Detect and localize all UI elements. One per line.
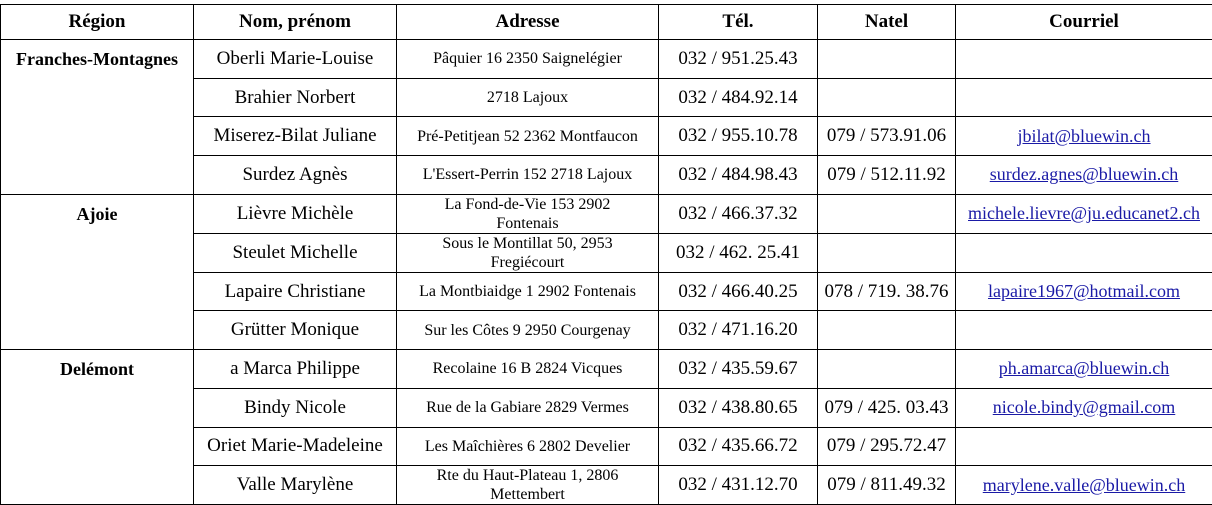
name-cell: Surdez Agnès bbox=[194, 156, 397, 195]
header-natel: Natel bbox=[818, 5, 956, 40]
region-cell bbox=[1, 233, 194, 272]
natel-cell: 079 / 512.11.92 bbox=[818, 156, 956, 195]
email-link[interactable]: marylene.valle@bluewin.ch bbox=[983, 475, 1186, 495]
address-cell bbox=[397, 40, 659, 79]
region-cell bbox=[1, 350, 194, 389]
email-cell bbox=[956, 194, 1212, 233]
name-cell: Bindy Nicole bbox=[194, 388, 397, 427]
name-cell: Grütter Monique bbox=[194, 311, 397, 350]
region-cell bbox=[1, 78, 194, 117]
email-link[interactable]: nicole.bindy@gmail.com bbox=[993, 397, 1176, 417]
table-row bbox=[1, 78, 1212, 117]
email-link[interactable]: michele.lievre@ju.educanet2.ch bbox=[968, 203, 1200, 223]
email-cell bbox=[956, 233, 1212, 272]
email-cell bbox=[956, 78, 1212, 117]
region-label: Franches-Montagnes bbox=[1, 49, 193, 70]
tel-cell: 032 / 484.92.14 bbox=[659, 78, 818, 117]
natel-cell bbox=[818, 40, 956, 79]
address-cell bbox=[397, 272, 659, 311]
name-cell: Steulet Michelle bbox=[194, 233, 397, 272]
tel-cell: 032 / 466.40.25 bbox=[659, 272, 818, 311]
email-cell bbox=[956, 350, 1212, 389]
address-text: Sur les Côtes 9 2950 Courgenay bbox=[424, 321, 630, 340]
tel-cell: 032 / 466.37.32 bbox=[659, 194, 818, 233]
name-cell: Lièvre Michèle bbox=[194, 194, 397, 233]
address-text: La Montbiaidge 1 2902 Fontenais bbox=[419, 282, 636, 301]
table-row bbox=[1, 194, 1212, 233]
region-cell bbox=[1, 272, 194, 311]
email-link[interactable]: ph.amarca@bluewin.ch bbox=[999, 358, 1170, 378]
tel-cell: 032 / 462. 25.41 bbox=[659, 233, 818, 272]
email-cell bbox=[956, 311, 1212, 350]
natel-cell bbox=[818, 194, 956, 233]
natel-cell bbox=[818, 350, 956, 389]
contacts-table bbox=[0, 4, 1212, 505]
header-region: Région bbox=[1, 5, 194, 40]
table-row bbox=[1, 427, 1212, 466]
region-cell bbox=[1, 117, 194, 156]
address-text: Rue de la Gabiare 2829 Vermes bbox=[426, 398, 629, 417]
tel-cell: 032 / 438.80.65 bbox=[659, 388, 818, 427]
natel-cell: 079 / 811.49.32 bbox=[818, 466, 956, 505]
email-cell bbox=[956, 272, 1212, 311]
tel-cell: 032 / 951.25.43 bbox=[659, 40, 818, 79]
table-row bbox=[1, 311, 1212, 350]
address-cell bbox=[397, 388, 659, 427]
address-text: Recolaine 16 B 2824 Vicques bbox=[433, 359, 623, 378]
address-text: La Fond-de-Vie 153 2902 Fontenais bbox=[445, 195, 611, 233]
email-cell bbox=[956, 466, 1212, 505]
region-cell bbox=[1, 194, 194, 233]
email-link[interactable]: surdez.agnes@bluewin.ch bbox=[990, 164, 1179, 184]
address-cell bbox=[397, 311, 659, 350]
email-cell bbox=[956, 117, 1212, 156]
table-row bbox=[1, 40, 1212, 79]
address-cell bbox=[397, 466, 659, 505]
header-name: Nom, prénom bbox=[194, 5, 397, 40]
natel-cell: 079 / 295.72.47 bbox=[818, 427, 956, 466]
region-cell bbox=[1, 388, 194, 427]
tel-cell: 032 / 484.98.43 bbox=[659, 156, 818, 195]
address-text: Pâquier 16 2350 Saignelégier bbox=[433, 49, 622, 68]
natel-cell: 079 / 425. 03.43 bbox=[818, 388, 956, 427]
natel-cell: 078 / 719. 38.76 bbox=[818, 272, 956, 311]
address-cell bbox=[397, 233, 659, 272]
natel-cell bbox=[818, 311, 956, 350]
address-cell bbox=[397, 350, 659, 389]
tel-cell: 032 / 435.59.67 bbox=[659, 350, 818, 389]
address-text: Pré-Petitjean 52 2362 Montfaucon bbox=[417, 127, 638, 146]
tel-cell: 032 / 435.66.72 bbox=[659, 427, 818, 466]
email-cell bbox=[956, 156, 1212, 195]
address-cell bbox=[397, 156, 659, 195]
address-cell bbox=[397, 117, 659, 156]
table-row bbox=[1, 388, 1212, 427]
tel-cell: 032 / 431.12.70 bbox=[659, 466, 818, 505]
name-cell: Valle Marylène bbox=[194, 466, 397, 505]
name-cell: Oberli Marie-Louise bbox=[194, 40, 397, 79]
natel-cell: 079 / 573.91.06 bbox=[818, 117, 956, 156]
region-cell bbox=[1, 427, 194, 466]
region-cell bbox=[1, 40, 194, 79]
address-cell bbox=[397, 194, 659, 233]
address-text: 2718 Lajoux bbox=[487, 88, 568, 107]
header-tel: Tél. bbox=[659, 5, 818, 40]
table-row bbox=[1, 466, 1212, 505]
email-link[interactable]: jbilat@bluewin.ch bbox=[1017, 126, 1150, 146]
address-cell bbox=[397, 427, 659, 466]
name-cell: Lapaire Christiane bbox=[194, 272, 397, 311]
table-row bbox=[1, 233, 1212, 272]
table-row bbox=[1, 156, 1212, 195]
email-link[interactable]: lapaire1967@hotmail.com bbox=[988, 281, 1180, 301]
region-cell bbox=[1, 156, 194, 195]
address-text: Les Maîchières 6 2802 Develier bbox=[425, 437, 630, 456]
name-cell: a Marca Philippe bbox=[194, 350, 397, 389]
tel-cell: 032 / 955.10.78 bbox=[659, 117, 818, 156]
natel-cell bbox=[818, 78, 956, 117]
address-text: Sous le Montillat 50, 2953 Fregiécourt bbox=[442, 234, 612, 272]
address-text: Rte du Haut-Plateau 1, 2806 Mettembert bbox=[437, 466, 619, 504]
region-label: Ajoie bbox=[1, 204, 193, 225]
name-cell: Miserez-Bilat Juliane bbox=[194, 117, 397, 156]
name-cell: Brahier Norbert bbox=[194, 78, 397, 117]
natel-cell bbox=[818, 233, 956, 272]
header-row bbox=[1, 5, 1212, 40]
email-cell bbox=[956, 40, 1212, 79]
table-row bbox=[1, 272, 1212, 311]
name-cell: Oriet Marie-Madeleine bbox=[194, 427, 397, 466]
region-cell bbox=[1, 466, 194, 505]
address-text: L'Essert-Perrin 152 2718 Lajoux bbox=[423, 165, 633, 184]
region-label: Delémont bbox=[1, 359, 193, 380]
header-email: Courriel bbox=[956, 5, 1212, 40]
region-cell bbox=[1, 311, 194, 350]
header-address: Adresse bbox=[397, 5, 659, 40]
address-cell bbox=[397, 78, 659, 117]
table-row bbox=[1, 350, 1212, 389]
tel-cell: 032 / 471.16.20 bbox=[659, 311, 818, 350]
email-cell bbox=[956, 388, 1212, 427]
table-row bbox=[1, 117, 1212, 156]
email-cell bbox=[956, 427, 1212, 466]
